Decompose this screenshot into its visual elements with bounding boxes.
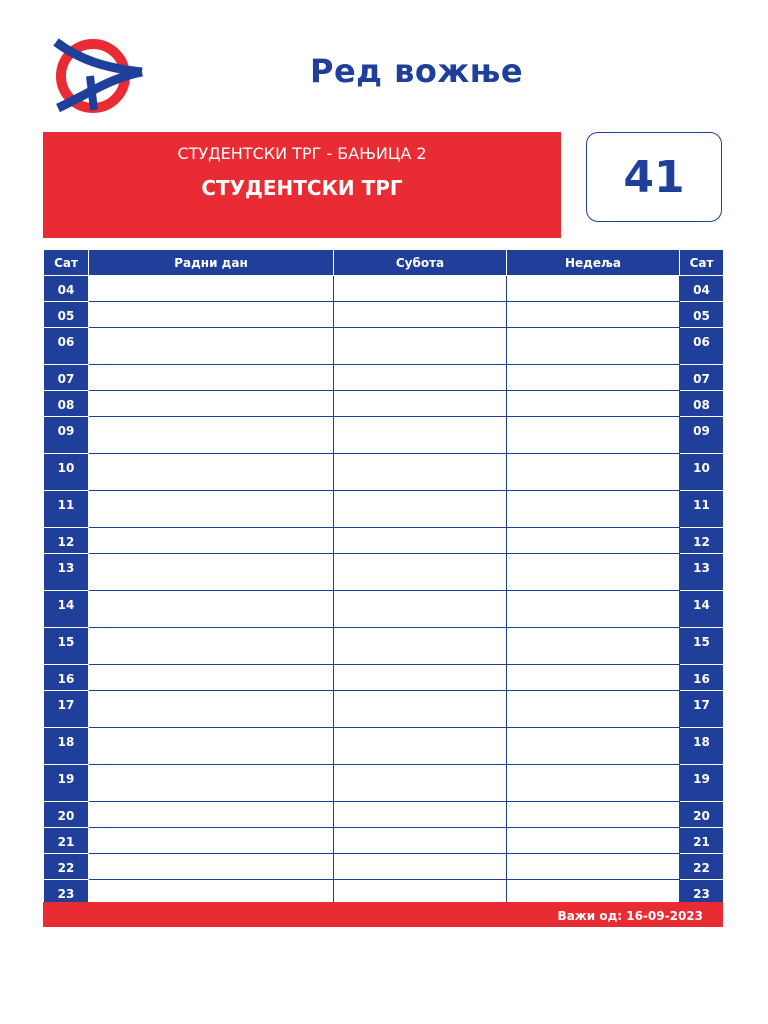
saturday-cell [334, 302, 507, 328]
transport-logo-icon [50, 38, 146, 114]
hour-cell-left: 06 [44, 328, 89, 365]
saturday-cell [334, 691, 507, 728]
sunday-cell [507, 528, 680, 554]
hour-cell-left: 22 [44, 854, 89, 880]
hour-cell-right: 12 [680, 528, 724, 554]
saturday-cell [334, 591, 507, 628]
sunday-cell [507, 391, 680, 417]
weekday-cell [89, 765, 334, 802]
timetable [43, 249, 724, 906]
saturday-cell [334, 328, 507, 365]
hour-cell-left: 05 [44, 302, 89, 328]
route-banner [43, 132, 561, 238]
weekday-cell [89, 854, 334, 880]
hour-cell-left: 20 [44, 802, 89, 828]
sunday-cell [507, 454, 680, 491]
page-title: Ред вожње [310, 52, 524, 90]
table-row [44, 828, 724, 854]
hour-cell-left: 23 [44, 880, 89, 906]
sunday-cell [507, 828, 680, 854]
hour-cell-left: 12 [44, 528, 89, 554]
hour-cell-right: 21 [680, 828, 724, 854]
saturday-cell [334, 665, 507, 691]
saturday-cell [334, 854, 507, 880]
weekday-cell [89, 554, 334, 591]
saturday-cell [334, 417, 507, 454]
table-row [44, 691, 724, 728]
table-row [44, 628, 724, 665]
timetable-header-row [44, 250, 724, 276]
sunday-cell [507, 417, 680, 454]
hour-cell-left: 13 [44, 554, 89, 591]
stop-name: СТУДЕНТСКИ ТРГ [201, 176, 403, 200]
hour-cell-left: 17 [44, 691, 89, 728]
hour-cell-right: 18 [680, 728, 724, 765]
hour-cell-right: 14 [680, 591, 724, 628]
saturday-cell [334, 391, 507, 417]
weekday-cell [89, 728, 334, 765]
saturday-cell [334, 628, 507, 665]
sunday-cell [507, 276, 680, 302]
footer-bar [43, 902, 723, 927]
hour-cell-left: 10 [44, 454, 89, 491]
table-row [44, 728, 724, 765]
saturday-cell [334, 454, 507, 491]
header-sunday: Недеља [507, 250, 680, 276]
saturday-cell [334, 802, 507, 828]
weekday-cell [89, 276, 334, 302]
line-number-badge: 41 [586, 132, 722, 222]
weekday-cell [89, 454, 334, 491]
sunday-cell [507, 328, 680, 365]
hour-cell-left: 08 [44, 391, 89, 417]
table-row [44, 665, 724, 691]
table-row [44, 276, 724, 302]
sunday-cell [507, 802, 680, 828]
hour-cell-left: 07 [44, 365, 89, 391]
hour-cell-left: 09 [44, 417, 89, 454]
weekday-cell [89, 365, 334, 391]
hour-cell-left: 19 [44, 765, 89, 802]
weekday-cell [89, 802, 334, 828]
weekday-cell [89, 665, 334, 691]
table-row [44, 391, 724, 417]
hour-cell-right: 04 [680, 276, 724, 302]
saturday-cell [334, 765, 507, 802]
saturday-cell [334, 728, 507, 765]
sunday-cell [507, 691, 680, 728]
table-row [44, 365, 724, 391]
hour-cell-right: 08 [680, 391, 724, 417]
hour-cell-right: 22 [680, 854, 724, 880]
weekday-cell [89, 417, 334, 454]
hour-cell-right: 07 [680, 365, 724, 391]
hour-cell-left: 14 [44, 591, 89, 628]
header-hour-right: Сат [680, 250, 724, 276]
header-weekday: Радни дан [89, 250, 334, 276]
hour-cell-right: 19 [680, 765, 724, 802]
weekday-cell [89, 391, 334, 417]
hour-cell-left: 16 [44, 665, 89, 691]
valid-from-text: Важи од: 16-09-2023 [557, 909, 703, 923]
table-row [44, 417, 724, 454]
hour-cell-right: 16 [680, 665, 724, 691]
table-row [44, 302, 724, 328]
table-row [44, 765, 724, 802]
hour-cell-right: 05 [680, 302, 724, 328]
sunday-cell [507, 554, 680, 591]
hour-cell-left: 04 [44, 276, 89, 302]
sunday-cell [507, 591, 680, 628]
saturday-cell [334, 528, 507, 554]
hour-cell-left: 18 [44, 728, 89, 765]
weekday-cell [89, 491, 334, 528]
table-row [44, 554, 724, 591]
weekday-cell [89, 828, 334, 854]
sunday-cell [507, 628, 680, 665]
table-row [44, 854, 724, 880]
hour-cell-right: 10 [680, 454, 724, 491]
weekday-cell [89, 691, 334, 728]
sunday-cell [507, 491, 680, 528]
weekday-cell [89, 302, 334, 328]
sunday-cell [507, 302, 680, 328]
hour-cell-right: 23 [680, 880, 724, 906]
weekday-cell [89, 591, 334, 628]
sunday-cell [507, 365, 680, 391]
hour-cell-right: 06 [680, 328, 724, 365]
hour-cell-left: 11 [44, 491, 89, 528]
table-row [44, 328, 724, 365]
sunday-cell [507, 665, 680, 691]
sunday-cell [507, 765, 680, 802]
table-row [44, 802, 724, 828]
hour-cell-left: 21 [44, 828, 89, 854]
hour-cell-right: 20 [680, 802, 724, 828]
table-row [44, 491, 724, 528]
header-hour-left: Сат [44, 250, 89, 276]
hour-cell-right: 15 [680, 628, 724, 665]
sunday-cell [507, 854, 680, 880]
table-row [44, 591, 724, 628]
table-row [44, 528, 724, 554]
hour-cell-right: 13 [680, 554, 724, 591]
hour-cell-left: 15 [44, 628, 89, 665]
header-saturday: Субота [334, 250, 507, 276]
hour-cell-right: 09 [680, 417, 724, 454]
weekday-cell [89, 628, 334, 665]
hour-cell-right: 11 [680, 491, 724, 528]
saturday-cell [334, 491, 507, 528]
hour-cell-right: 17 [680, 691, 724, 728]
weekday-cell [89, 528, 334, 554]
route-name: СТУДЕНТСКИ ТРГ - БАЊИЦА 2 [177, 144, 427, 163]
table-row [44, 454, 724, 491]
weekday-cell [89, 328, 334, 365]
saturday-cell [334, 276, 507, 302]
sunday-cell [507, 728, 680, 765]
saturday-cell [334, 554, 507, 591]
saturday-cell [334, 828, 507, 854]
saturday-cell [334, 365, 507, 391]
